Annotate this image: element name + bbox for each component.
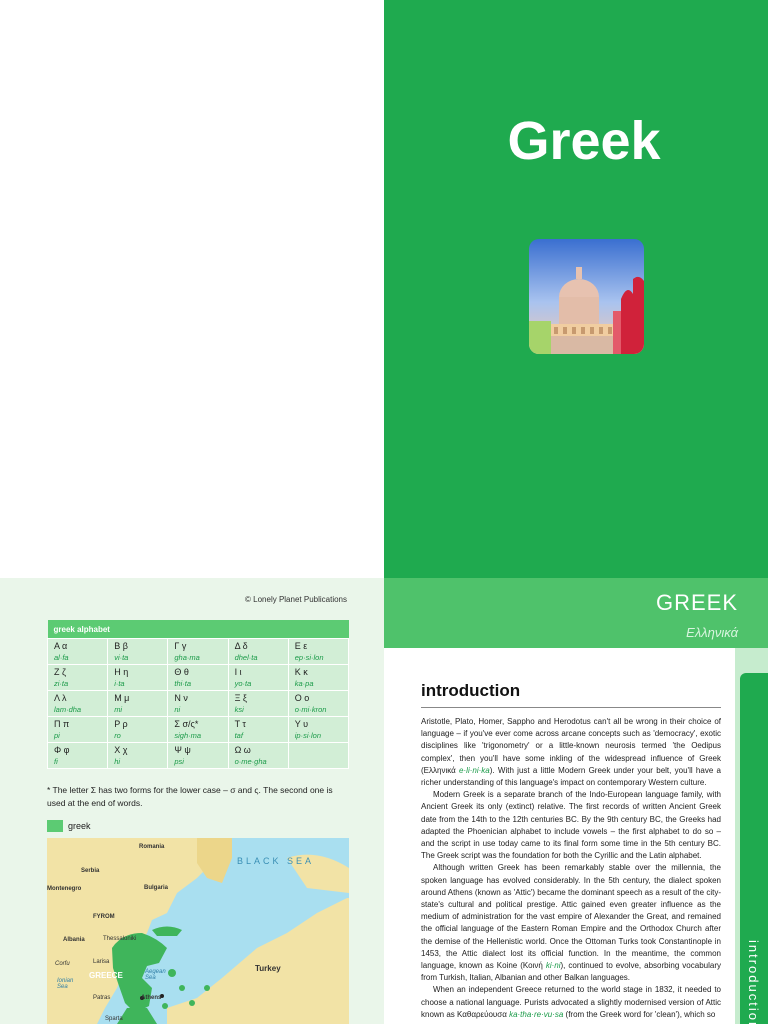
intro-body	[421, 716, 721, 1024]
greek-letter: Θ θ	[174, 667, 189, 677]
alphabet-cell	[168, 717, 228, 743]
alphabet-cell	[48, 665, 108, 691]
intro-paragraph	[421, 984, 721, 1021]
greek-letter: Ν ν	[174, 693, 188, 703]
intro-text: When an independent Greece returned to the world stage in 1832, it needed to choose a national language. Purists advocated a slightly modernised version of Attic known as Καθαρεύουσα	[421, 985, 721, 1019]
alphabet-row	[48, 665, 349, 691]
map-label-aegean-sea: Aegean Sea	[145, 969, 166, 981]
intro-text: Although written Greek has been remarkably stable over the millennia, the spoken language has evolved considerably. In the 5th century, the dialect spoken around Athens (known as 'Attic') became the dominant speech as a result of the city-state's cultural and political prestige. Attic gained even greater influence as the medium of administration for the vast empire of Alexander the Great, and remained the official language of the Eastern Roman Empire and the Orthodox Church after the demise of the Hellenistic world. Once the Ottoman Turks took Constantinople in 1453, the Attic dialect lost its official function. In the meantime, the common language, known as Koine (Κοινή	[421, 863, 721, 971]
intro-text: ), continued to evolve, absorbing vocabulary from Turkish, Italian, Albanian and other Balkan languages.	[421, 961, 721, 983]
map-label-ionian-sea: Ionian Sea	[57, 978, 74, 990]
greek-letter: Ψ ψ	[174, 745, 191, 755]
alphabet-cell	[48, 717, 108, 743]
chapter-native-name: Ελληνικά	[686, 625, 738, 640]
letter-pronunciation: o·mi·kron	[294, 705, 327, 714]
letter-pronunciation: thi·ta	[174, 679, 192, 688]
cover-title: Greek	[507, 111, 661, 171]
alphabet-cell	[228, 665, 288, 691]
alphabet-cell	[108, 639, 168, 665]
greek-letter: Κ κ	[294, 667, 308, 677]
map-label-bulgaria: Bulgaria	[144, 885, 169, 891]
letter-pronunciation: ep·si·lon	[294, 653, 324, 662]
alphabet-cell	[288, 717, 348, 743]
alphabet-cell	[168, 665, 228, 691]
map-label-fyrom: FYROM	[93, 914, 115, 920]
greek-letter: Υ υ	[294, 719, 309, 729]
letter-pronunciation: sigh·ma	[174, 731, 202, 740]
greek-letter: Α α	[54, 641, 68, 651]
letter-pronunciation: ip·si·lon	[294, 731, 322, 740]
greek-letter: Ρ ρ	[114, 719, 128, 729]
map-label-albania: Albania	[63, 937, 85, 943]
letter-pronunciation: taf	[234, 731, 243, 740]
greek-letter: Π π	[54, 719, 70, 729]
alphabet-row	[48, 743, 349, 769]
chapter-language: GREEK	[655, 590, 738, 615]
letter-pronunciation: ni	[174, 705, 181, 714]
greek-letter: Ω ω	[234, 745, 251, 755]
copyright-notice: © Lonely Planet Publications	[245, 595, 347, 604]
cover-illustration	[529, 239, 644, 354]
greek-letter: Η η	[114, 667, 129, 677]
intro-text: Aristotle, Plato, Homer, Sappho and Herodotus can't all be wrong in their choice of language – if you've ever come across arcane concepts such as 'democracy', exotic disciplines like 'trigonometry' or a little-known neurosis termed 'the Oedipus complex', then you'll have some inkling of the widespread influence of Greek (Ελληνικά	[421, 717, 721, 775]
legend-label: greek	[68, 821, 91, 831]
alphabet-row	[48, 717, 349, 743]
title-divider	[421, 707, 721, 708]
greek-letter: Ο ο	[294, 693, 310, 703]
map-label-montenegro: Montenegro	[47, 886, 82, 892]
alphabet-row	[48, 691, 349, 717]
alphabet-cell	[168, 639, 228, 665]
letter-pronunciation: i·ta	[114, 679, 125, 688]
alphabet-cell	[228, 639, 288, 665]
greek-letter: Ζ ζ	[54, 667, 66, 677]
letter-pronunciation: lam·dha	[54, 705, 82, 714]
alphabet-cell	[168, 743, 228, 769]
intro-text: ). With just a little Modern Greek under your belt, you'll have a richer understanding of this language's impact on contemporary Western culture.	[421, 765, 721, 788]
greek-letter: Χ χ	[114, 745, 128, 755]
alphabet-row	[48, 639, 349, 665]
letter-pronunciation: gha·ma	[174, 653, 200, 662]
map-label-black-sea: BLACK SEA	[237, 856, 315, 866]
pronunciation: ka·tha·re·vu·sa	[509, 1009, 564, 1019]
letter-pronunciation: o·me·gha	[234, 757, 267, 766]
map-label-turkey: Turkey	[255, 964, 281, 973]
letter-pronunciation: ksi	[234, 705, 244, 714]
letter-pronunciation: psi	[174, 757, 184, 766]
section-tab-label-wrap	[740, 940, 768, 1031]
map-label-patras: Patras	[93, 995, 111, 1001]
letter-pronunciation: dhel·ta	[234, 653, 258, 662]
alphabet-cell	[168, 691, 228, 717]
map-label-thessaloniki: Thessaloniki	[103, 936, 137, 942]
greek-letter: Ι ι	[234, 667, 242, 677]
alphabet-cell	[48, 691, 108, 717]
greek-letter: Δ δ	[234, 641, 248, 651]
alphabet-body	[48, 639, 349, 769]
greek-letter: Λ λ	[54, 693, 67, 703]
greek-letter: Μ μ	[114, 693, 130, 703]
alphabet-cell	[288, 665, 348, 691]
intro-paragraph: Modern Greek is a separate branch of the Indo-European language family, with Ancient Greek its only (extinct) relative. The first records of written Ancient Greek date from the 14th to the 12th centuries BC. By the 9th century BC, the Greeks had adapted the Phoenician alphabet to include vowels – the first alphabet to do so – and the script in use today came to its final form some time in the 5th century BC. The Greek script was the foundation for both the Cyrillic and the Latin alphabet.	[421, 790, 721, 861]
section-tab-label: introduction	[746, 940, 761, 1031]
letter-pronunciation: ro	[114, 731, 121, 740]
map-label-serbia: Serbia	[81, 868, 100, 874]
greek-letter: Τ τ	[234, 719, 246, 729]
greek-letter: Ξ ξ	[234, 693, 247, 703]
alphabet-cell	[288, 639, 348, 665]
letter-pronunciation: al·fa	[54, 653, 69, 662]
alphabet-cell	[228, 691, 288, 717]
blank-page	[0, 0, 384, 578]
letter-pronunciation: mi	[114, 705, 123, 714]
letter-pronunciation: fi	[54, 757, 58, 766]
legend-swatch	[47, 820, 63, 832]
greek-letter: Σ σ/ς*	[174, 719, 199, 729]
pronunciation: ki·ni	[545, 961, 561, 971]
greek-letter: Γ γ	[174, 641, 187, 651]
pronunciation: e·li·ni·ka	[459, 765, 490, 775]
alphabet-cell	[108, 691, 168, 717]
letter-pronunciation: zi·ta	[54, 679, 69, 688]
map-label-athens: Athens	[141, 995, 162, 1001]
alphabet-cell	[228, 717, 288, 743]
alphabet-cell	[228, 743, 288, 769]
map-label-greece: GREECE	[89, 971, 123, 980]
alphabet-footnote: * The letter Σ has two forms for the lower case – σ and ς. The second one is used at the end of words.	[47, 785, 333, 808]
intro-text: (from the Greek word for 'clean'), which so	[563, 1009, 716, 1019]
intro-paragraph	[421, 862, 721, 984]
alphabet-cell	[48, 743, 108, 769]
alphabet-cell	[108, 743, 168, 769]
greek-letter: Φ φ	[54, 745, 70, 755]
map-label-larisa: Larisa	[93, 959, 110, 965]
region-map	[47, 838, 349, 1024]
alphabet-table	[47, 620, 349, 769]
map-label-sparta: Sparta	[105, 1016, 123, 1022]
alphabet-heading: greek alphabet	[48, 620, 349, 639]
alphabet-cell	[108, 717, 168, 743]
letter-pronunciation: ka·pa	[294, 679, 314, 688]
alphabet-cell	[288, 691, 348, 717]
letter-pronunciation: hi	[114, 757, 121, 766]
greek-letter: Ε ε	[294, 641, 308, 651]
alphabet-cell	[288, 743, 348, 769]
letter-pronunciation: vi·ta	[114, 653, 129, 662]
letter-pronunciation: pi	[54, 731, 60, 740]
map-label-romania: Romania	[139, 844, 165, 850]
map-label-corfu: Corfu	[55, 961, 70, 967]
greek-letter: Β β	[114, 641, 128, 651]
intro-paragraph	[421, 716, 721, 789]
letter-pronunciation: yo·ta	[234, 679, 252, 688]
section-title: introduction	[421, 681, 521, 700]
alphabet-cell	[108, 665, 168, 691]
alphabet-cell	[48, 639, 108, 665]
